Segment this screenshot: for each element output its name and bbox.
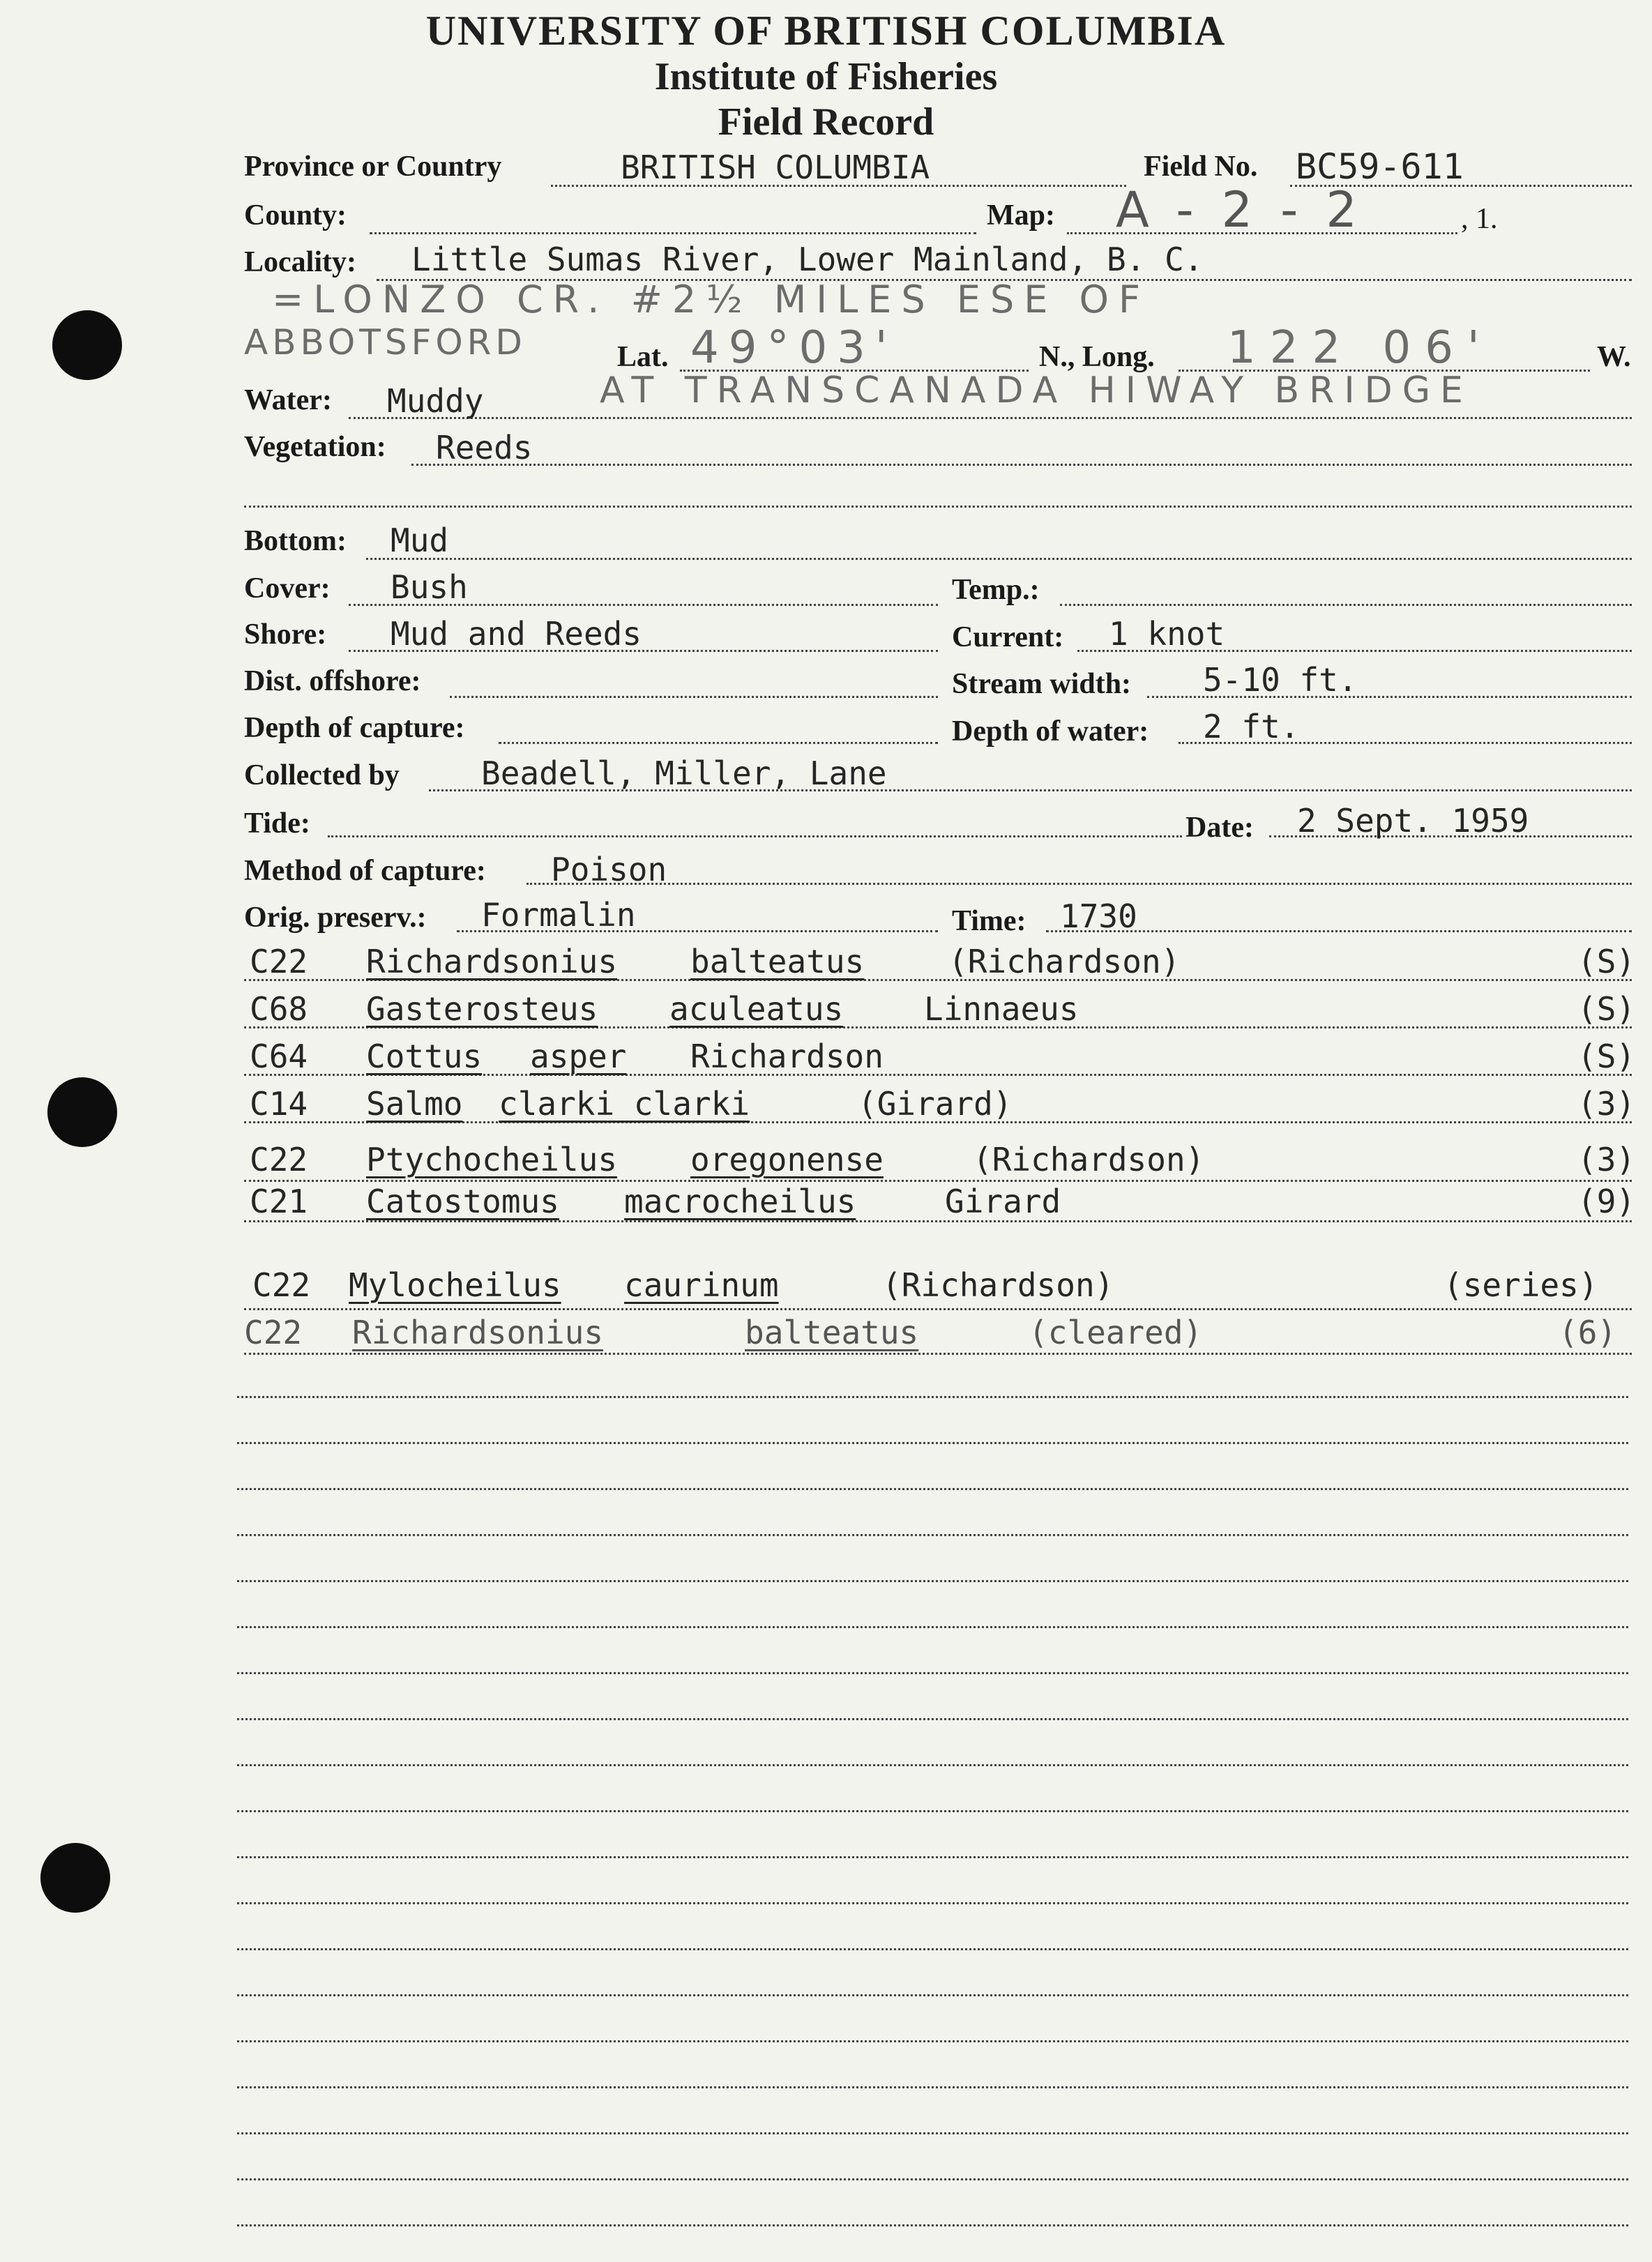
preserv-label: Orig. preserv.: [244,902,427,934]
collected-by-value: Beadell, Miller, Lane [481,754,887,792]
depth-water-value: 2 ft. [1203,708,1300,745]
species-epithet: macrocheilus [624,1183,856,1220]
species-genus: Cottus [366,1038,483,1075]
species-genus: Richardsonius [366,943,618,980]
method-value: Poison [551,851,667,888]
lat-value: 49°03' [690,322,897,374]
record-title: Field Record [718,100,934,144]
blank-line [237,1396,1628,1398]
vegetation-label: Vegetation: [244,431,386,463]
dist-offshore-line [450,696,938,698]
institute-title: Institute of Fisheries [654,55,998,98]
depth-water-label: Depth of water: [952,715,1149,747]
blank-line [237,1442,1628,1444]
depth-capture-line [499,742,938,744]
punch-hole-middle [47,1077,117,1147]
depth-capture-label: Depth of capture: [244,712,465,744]
species-code: C21 [250,1183,308,1220]
species-code: C22 [252,1266,311,1304]
temp-label: Temp.: [952,574,1040,606]
species-epithet: aculeatus [669,990,844,1028]
current-label: Current: [952,621,1064,653]
date-value: 2 Sept. 1959 [1297,802,1529,840]
blank-line [237,1672,1628,1674]
county-line [370,232,976,234]
species-epithet: asper [530,1038,627,1075]
map-suffix: , 1. [1461,203,1498,235]
cover-label: Cover: [244,572,331,605]
species-author: (Richardson) [882,1266,1114,1304]
species-count: (9) [1577,1183,1636,1220]
locality-handwritten-2: ABBOTSFORD [244,322,526,363]
long-label: N., Long. [1039,341,1155,373]
vegetation-line-2 [244,506,1632,508]
field-no-label: Field No. [1144,151,1258,183]
punch-hole-top [52,310,122,380]
blank-line [237,1534,1628,1536]
water-label: Water: [244,384,332,416]
preserv-value: Formalin [481,896,636,934]
time-label: Time: [952,905,1026,937]
bottom-line [366,558,1632,560]
vegetation-line [411,464,1632,466]
blank-line [237,2086,1628,2088]
species-line [244,1353,1632,1355]
time-value: 1730 [1060,897,1137,935]
lat-label: Lat. [617,341,669,373]
species-genus: Salmo [366,1085,463,1123]
dist-offshore-label: Dist. offshore: [244,665,421,697]
species-code: C22 [250,1141,308,1178]
blank-line [237,1626,1628,1628]
species-author: Linnaeus [924,990,1079,1028]
species-code: C22 [244,1314,303,1351]
shore-value: Mud and Reeds [391,615,642,653]
species-line [244,1180,1632,1182]
province-value: BRITISH COLUMBIA [621,149,930,186]
locality-value: Little Sumas River, Lower Mainland, B. C. [411,241,1204,278]
species-count: (series) [1443,1266,1598,1304]
species-author: Girard [945,1183,1061,1220]
w-label: W. [1597,341,1631,373]
species-author: (Girard) [858,1085,1013,1123]
tide-label: Tide: [244,807,310,840]
blank-line [237,2040,1628,2042]
species-line [244,1308,1632,1310]
bottom-value: Mud [391,522,449,559]
current-value: 1 knot [1109,615,1225,653]
species-author: Richardson [690,1038,884,1075]
species-code: C22 [250,943,308,980]
species-genus: Ptychocheilus [366,1141,618,1178]
species-code: C14 [250,1085,308,1123]
species-epithet: clarki clarki [499,1085,750,1123]
county-label: County: [244,199,347,231]
stream-width-label: Stream width: [952,668,1132,700]
vegetation-value: Reeds [436,429,533,466]
species-epithet: balteatus [745,1314,919,1351]
bottom-label: Bottom: [244,525,347,557]
blank-line [237,1764,1628,1766]
tide-line [328,835,1182,837]
water-value: Muddy [387,382,484,420]
blank-line [237,1718,1628,1720]
cover-value: Bush [391,568,468,606]
species-author: (Richardson) [973,1141,1205,1178]
locality-handwritten-3: AT TRANSCANADA HIWAY BRIDGE [600,370,1473,411]
species-epithet: oregonense [690,1141,884,1178]
blank-line [237,1580,1628,1582]
species-code: C68 [250,990,308,1028]
species-count: (3) [1577,1141,1636,1178]
species-line [244,1220,1632,1222]
species-count: (6) [1559,1314,1617,1351]
method-label: Method of capture: [244,855,486,887]
collected-by-label: Collected by [244,759,400,791]
species-genus: Catostomus [366,1183,559,1220]
blank-line [237,2132,1628,2134]
blank-line [237,1948,1628,1950]
species-epithet: caurinum [624,1266,779,1304]
temp-line [1060,604,1632,606]
stream-width-value: 5-10 ft. [1203,661,1358,699]
species-code: C64 [250,1038,308,1075]
species-count: (S) [1577,990,1636,1028]
species-author: (Richardson) [948,943,1181,980]
university-title: UNIVERSITY OF BRITISH COLUMBIA [425,8,1227,54]
water-line [349,417,1632,419]
blank-line [237,1994,1628,1996]
field-no-value: BC59-611 [1296,146,1464,187]
species-author: (cleared) [1029,1314,1203,1351]
blank-line [237,1810,1628,1812]
locality-label: Locality: [244,246,356,278]
species-genus: Richardsonius [352,1314,604,1351]
species-genus: Gasterosteus [366,990,598,1028]
species-count: (S) [1577,943,1636,980]
blank-line [237,1856,1628,1858]
species-count: (S) [1577,1038,1636,1075]
date-label: Date: [1185,812,1254,844]
map-value: A-2-2 [1116,181,1385,238]
blank-line [237,2178,1628,2180]
shore-label: Shore: [244,618,327,651]
blank-line [237,2224,1628,2226]
locality-handwritten-1: =LONZO CR. #2½ MILES ESE OF [272,278,1151,321]
species-count: (3) [1577,1085,1636,1123]
species-genus: Mylocheilus [349,1266,561,1304]
long-value: 122 06' [1227,322,1494,374]
blank-line [237,1488,1628,1490]
blank-line [237,1902,1628,1904]
method-line [526,883,1632,885]
map-label: Map: [987,199,1055,231]
species-epithet: balteatus [690,943,865,980]
punch-hole-bottom [40,1843,110,1913]
province-label: Province or Country [244,151,502,183]
